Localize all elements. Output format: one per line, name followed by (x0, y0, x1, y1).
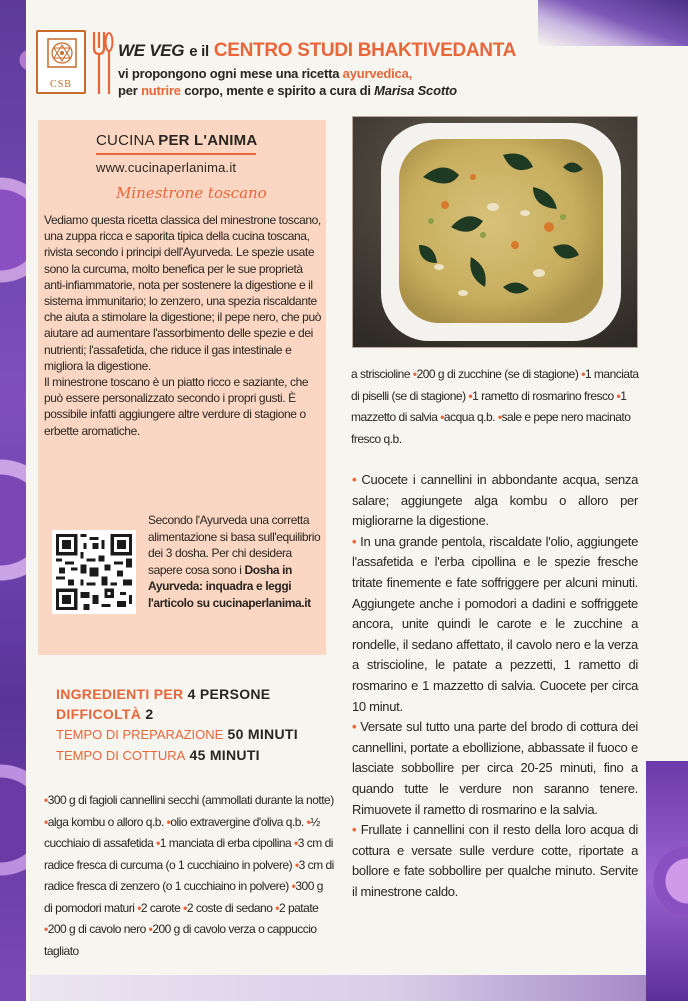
brand-name-a: CUCINA (96, 132, 154, 149)
brand-name-b: PER L'ANIMA (158, 132, 258, 149)
subtitle-2-accent: nutrire (141, 83, 181, 98)
bullet: • (352, 822, 357, 838)
brand-url[interactable]: www.cucinaperlanima.it (96, 160, 237, 175)
step (352, 470, 638, 532)
bullet: • (148, 922, 153, 936)
list-item: 1 mazzetto di salvia (351, 388, 627, 424)
bullet: • (412, 367, 417, 381)
bullet: • (468, 388, 473, 403)
header-title (118, 40, 516, 62)
list-item: 3 cm di radice fresca di zenzero (o 1 cucchiaino in polvere) (44, 857, 334, 893)
centro-studi-label: CENTRO STUDI BHAKTIVEDANTA (213, 40, 517, 61)
ingredients-list-left (44, 790, 334, 962)
brand-title (96, 132, 266, 149)
prep-time-value: 50 MINUTI (227, 726, 298, 742)
difficulty-row (56, 704, 326, 724)
list-item: sale e pepe nero macinato fresco q.b. (351, 410, 631, 446)
cook-time-label: TEMPO DI COTTURA (56, 748, 186, 763)
difficulty-value: 2 (145, 706, 154, 722)
intro-paragraph-2: Il minestrone toscano è un piatto ricco e saziante, che può essere personalizzato secondo i propri gusti. È possibile infatti aggiungere altre verdure di stagione o erbette aromatiche. (44, 375, 309, 438)
brand-block (96, 132, 266, 175)
step (352, 717, 638, 820)
list-item: 200 g di zucchine (se di stagione) (416, 367, 579, 381)
mandala-corner-bottom-right (646, 761, 688, 1001)
list-item: 1 manciata di piselli (se di stagione) (351, 367, 639, 403)
intro-paragraph-1: Vediamo questa ricetta classica del minestrone toscano, una zuppa ricca e saporita tipica della cucina toscana, rivista secondo i principi dell'Ayurveda. Le spezie usate sono la curcuma, molto benefica per le sue proprietà anti-infiammatorie, nota per sostenere la digestione e il sistema immunitario; lo zenzero, una spezia riscaldante che aiuta a stimolare la digestione; il pepe nero, che può aiutare ad aumentare l'assorbimento delle spezie e dei nutrienti; l'assafetida, che riduce il gas intestinale e migliora la digestione. (44, 213, 321, 373)
bottom-decorative-strip (30, 975, 646, 1001)
bullet: • (291, 879, 296, 893)
bullet: • (275, 900, 279, 915)
bullet: • (306, 814, 311, 829)
list-item: ½ cucchiaio di assafetida (44, 814, 320, 850)
step-text: Versate sul tutto una parte del brodo di cottura dei cannellini, portate a ebollizione, abbassate il fuoco e lasciate sobbollire per circa 20-25 minuti, fino a quando tutte le verdure non saranno tenere. Rimuovete il rametto di rosmarino e la salvia. (352, 719, 638, 817)
list-item: acqua q.b. (443, 410, 495, 424)
list-item: 200 g di cavolo verza o cappuccio tagliato (44, 922, 317, 958)
step (352, 532, 638, 717)
yantra-icon (45, 36, 79, 74)
bullet: • (616, 388, 621, 403)
ingredients-list-right (351, 364, 641, 450)
header-subtitle-1 (118, 66, 412, 81)
cook-time-row (56, 745, 326, 766)
bullet: • (44, 793, 48, 807)
step (352, 820, 638, 902)
servings-row (56, 684, 326, 704)
qr-code-icon (56, 534, 132, 610)
bullet: • (440, 410, 444, 424)
header-subtitle-2 (118, 83, 457, 98)
author-name: Marisa Scotto (374, 83, 457, 98)
bullet: • (183, 900, 187, 915)
bullet: • (156, 836, 160, 850)
list-item: 300 g di fagioli cannellini secchi (ammollati durante la notte) (47, 793, 334, 807)
qr-code[interactable] (52, 530, 136, 614)
qr-caption (148, 512, 324, 611)
brand-divider (96, 153, 256, 155)
qr-caption-text: Secondo l'Ayurveda una corretta alimentazione si basa sull'equilibrio dei 3 dosha. Per chi desidera sapere cosa sono i (148, 513, 321, 577)
fork-spoon-icon (90, 30, 114, 96)
mandala-border-left (0, 0, 30, 1001)
list-item: olio extravergine d'oliva q.b. (170, 814, 304, 829)
list-item: 2 coste di sedano (186, 900, 273, 915)
cook-time-value: 45 MINUTI (189, 747, 260, 763)
bullet: • (44, 814, 48, 829)
bullet: • (497, 410, 502, 424)
prep-time-label: TEMPO DI PREPARAZIONE (56, 727, 224, 742)
step-text: Cuocete i cannellini in abbondante acqua, senza salare; aggiungete alga kombu o alloro per migliorarne la digestione. (352, 472, 639, 529)
bullet: • (581, 367, 585, 381)
logo-text: CSB (50, 79, 72, 90)
preparation-steps (352, 470, 638, 902)
recipe-photo (352, 116, 638, 348)
minestrone-bowl-image (353, 117, 638, 348)
subtitle-2-text-a: per (118, 83, 138, 98)
list-item: 300 g di pomodori maturi (44, 879, 323, 915)
prep-time-row (56, 724, 326, 745)
e-il-label: e il (189, 43, 209, 60)
servings-label: INGREDIENTI PER (56, 686, 184, 702)
servings-value: 4 PERSONE (187, 686, 271, 702)
bullet: • (166, 814, 171, 829)
list-item: 3 cm di radice fresca di curcuma (o 1 cucchiaino in polvere) (44, 836, 333, 872)
subtitle-1-accent: ayurvedica, (342, 66, 413, 81)
qr-caption-bold: Dosha in Ayurveda: inquadra e leggi l'articolo su cucinaperlanima.it (148, 562, 311, 610)
bullet: • (352, 472, 357, 487)
ingredients-header (56, 684, 326, 766)
bullet: • (44, 922, 48, 936)
bullet: • (294, 857, 299, 872)
we-veg-label: WE VEG (118, 41, 185, 60)
step-text: In una grande pentola, riscaldate l'olio, aggiungete l'assafetida e l'erba cipollina e le spezie fresche tritate finemente e fate soffriggere per alcuni minuti. Aggiungete anche i pomodori a dadini e soffriggete ancora, unite quindi le carote e le zucchine a rondelle, il sedano affettato, il cavolo nero e la verza a striscioline, le patate a pezzetti, 1 rametto di rosmarino e 1 mazzetto di salvia. Cuocete per circa 10 minut. (352, 533, 639, 714)
subtitle-2-text-c: corpo, mente e spirito a cura di (184, 83, 371, 98)
list-item: 2 carote (140, 900, 181, 915)
intro-text (44, 212, 324, 439)
list-item: 2 patate (278, 900, 319, 915)
subtitle-1-text: vi propongono ogni mese una ricetta (118, 66, 340, 81)
list-item: a striscioline (351, 367, 411, 381)
step-text: Frullate i cannellini con il resto della loro acqua di cottura e versate sulle verdure cotte, riportate a bollore e fate sobbollire per qualche minuto. Servite il minestrone caldo. (352, 822, 638, 899)
difficulty-label: DIFFICOLTÀ (56, 706, 142, 722)
list-item: alga kombu o alloro q.b. (47, 814, 164, 829)
page-header (36, 28, 636, 108)
bullet: • (137, 900, 141, 915)
bullet: • (352, 533, 357, 549)
list-item: 200 g di cavolo nero (47, 922, 146, 936)
bullet: • (352, 719, 357, 735)
csb-logo (36, 30, 86, 94)
list-item: 1 manciata di erba cipollina (159, 836, 292, 850)
bullet: • (294, 836, 298, 850)
list-item: 1 rametto di rosmarino fresco (472, 388, 614, 403)
recipe-title: Minestrone toscano (116, 184, 267, 202)
